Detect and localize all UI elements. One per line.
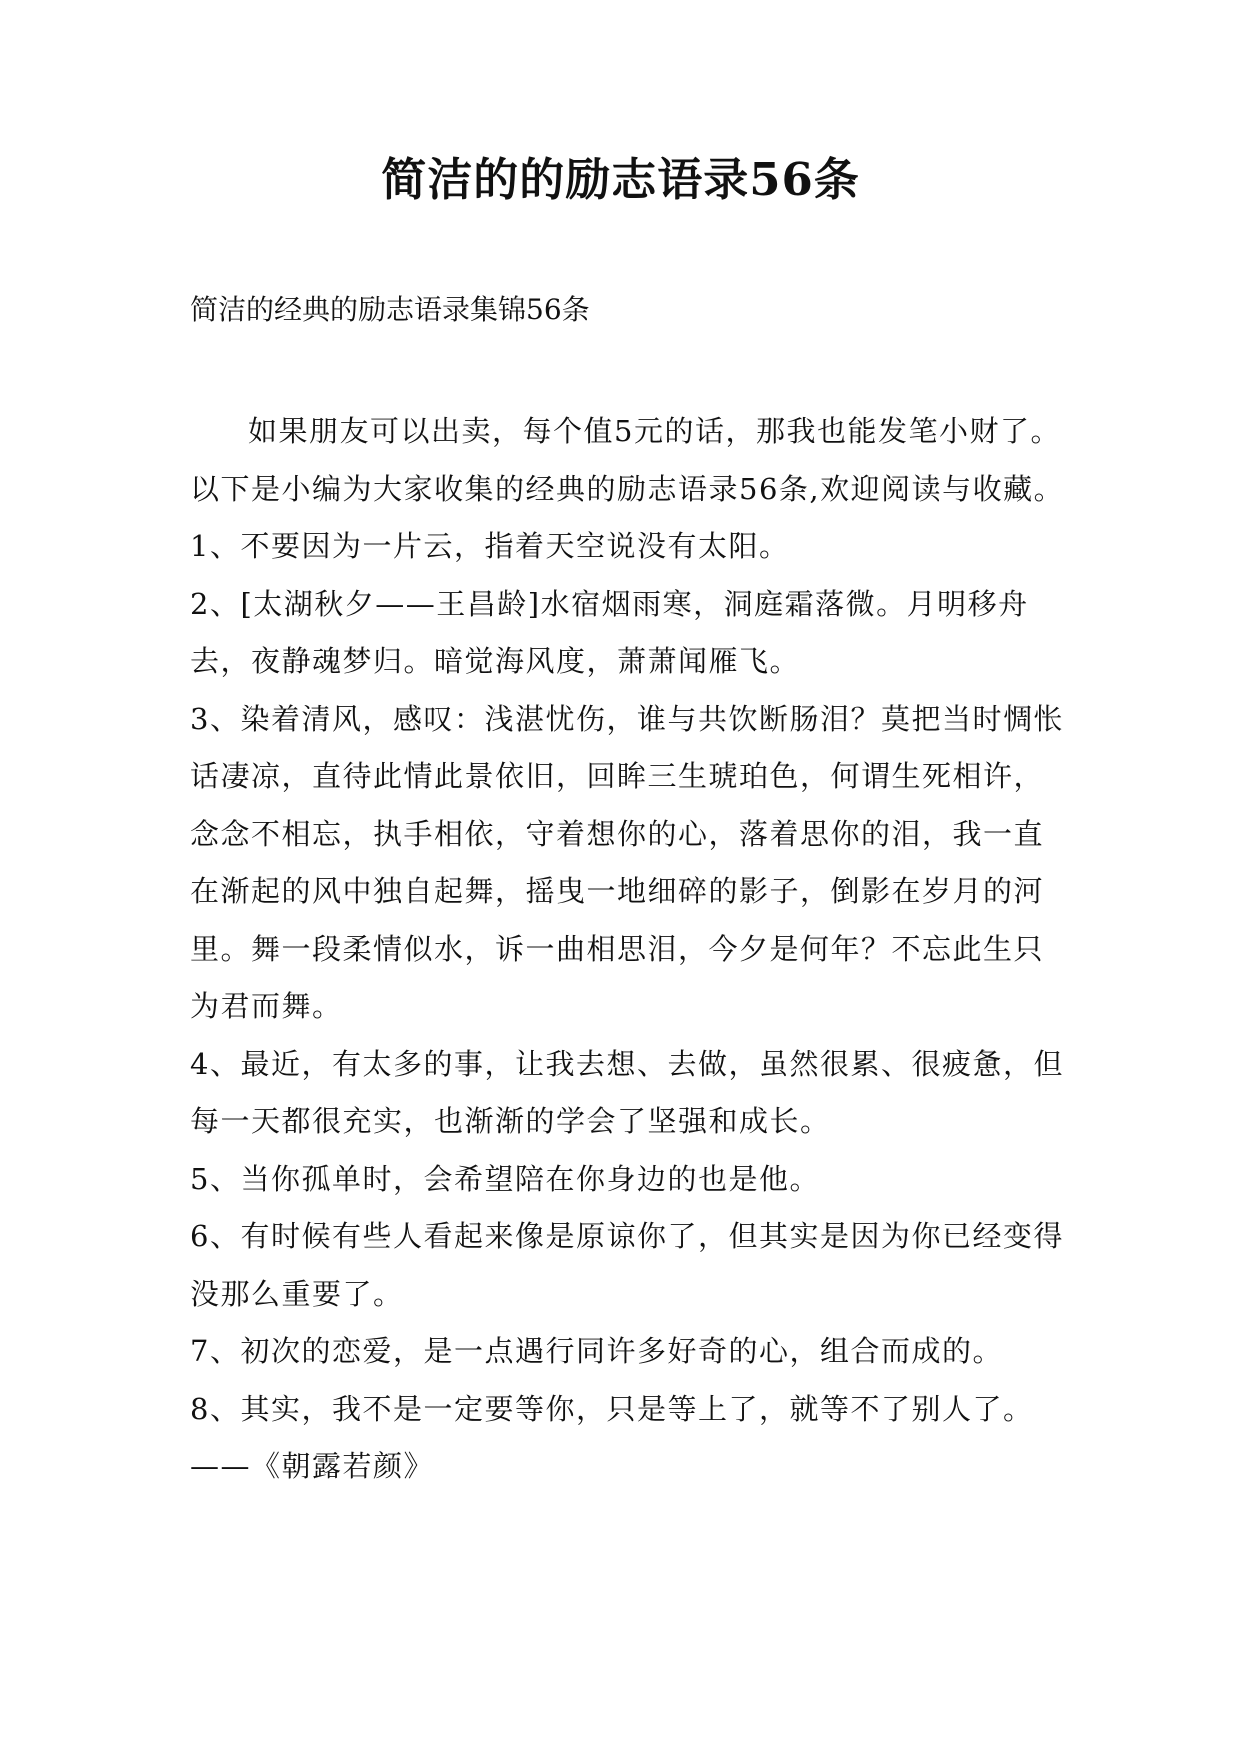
- quote-item-6: 6、有时候有些人看起来像是原谅你了，但其实是因为你已经变得没那么重要了。: [190, 1219, 1064, 1311]
- quote-item-1: 1、不要因为一片云，指着天空说没有太阳。: [190, 529, 790, 563]
- document-body: [190, 403, 1070, 1496]
- document-subtitle: 简洁的经典的励志语录集锦56条: [190, 293, 590, 326]
- quote-item-3: 3、染着清风，感叹：浅湛忧伤，谁与共饮断肠泪？莫把当时惆怅话凄凉，直待此情此景依旧，回眸三生琥珀色，何谓生死相许，念念不相忘，执手相依，守着想你的心，落着思你的泪，我一直在渐起的风中独自起舞，摇曳一地细碎的影子，倒影在岁月的河里。舞一段柔情似水，诉一曲相思泪，今夕是何年？不忘此生只为君而舞。: [190, 701, 1064, 1023]
- intro-paragraph: 如果朋友可以出卖，每个值5元的话，那我也能发笔小财了。以下是小编为大家收集的经典的励志语录56条,欢迎阅读与收藏。: [190, 414, 1065, 506]
- quote-item-2: 2、[太湖秋夕——王昌龄]水宿烟雨寒，洞庭霜落微。月明移舟去，夜静魂梦归。暗觉海风度，萧萧闻雁飞。: [190, 586, 1029, 678]
- document-title: 简洁的的励志语录56条: [381, 153, 860, 206]
- quote-item-8: 8、其实，我不是一定要等你，只是等上了，就等不了别人了。 ——《朝露若颜》: [190, 1391, 1034, 1483]
- quote-item-5: 5、当你孤单时，会希望陪在你身边的也是他。: [190, 1161, 820, 1196]
- quote-item-7: 7、初次的恋爱，是一点遇行同许多好奇的心，组合而成的。: [190, 1334, 1003, 1368]
- quote-item-4: 4、最近，有太多的事，让我去想、去做，虽然很累、很疲惫，但每一天都很充实，也渐渐的学会了坚强和成长。: [190, 1046, 1064, 1138]
